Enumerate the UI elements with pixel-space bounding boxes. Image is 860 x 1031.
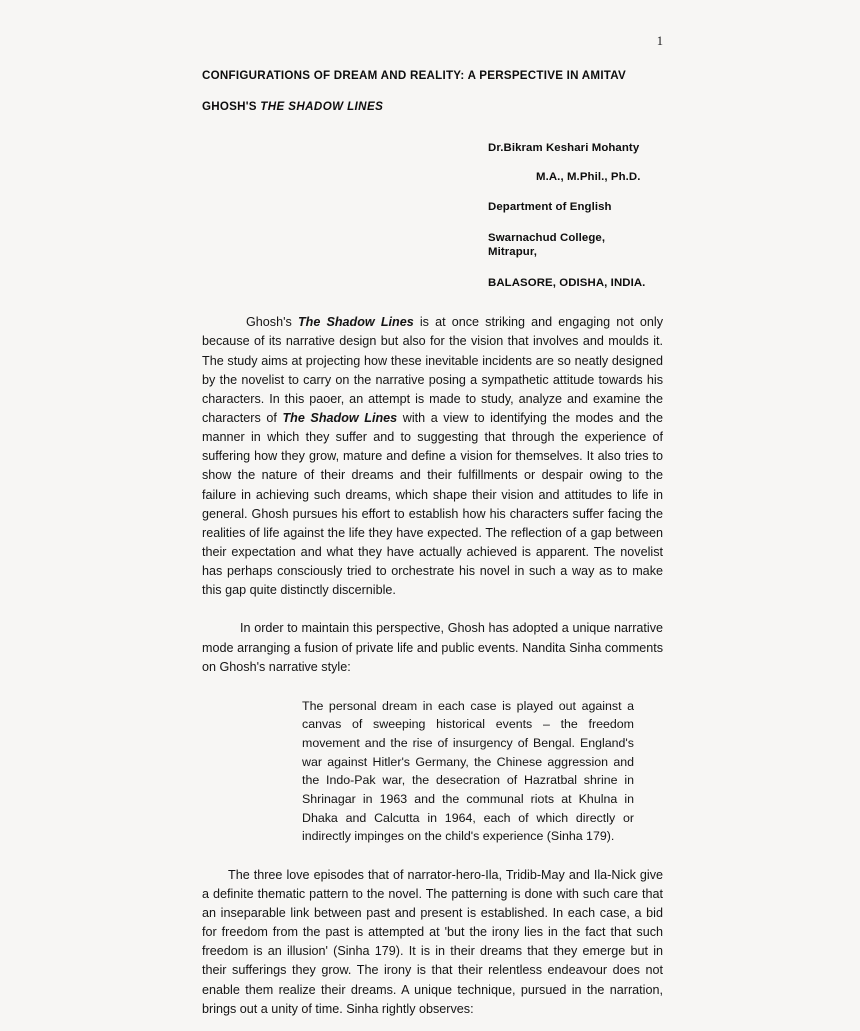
author-location: BALASORE, ODISHA, INDIA. [488,277,646,290]
love-episodes-paragraph [202,866,663,1019]
author-department: Department of English [488,201,612,214]
page-number: 1 [656,34,663,48]
paragraph-1-part-a: Ghosh's [246,315,298,330]
author-degrees: M.A., M.Phil., Ph.D. [536,171,641,184]
author-college: Swarnachud College, [488,232,606,245]
paragraph-1-part-b: is at once striking and engaging not only because of its narrative design but also for the vision that involves and moulds it. The study aims at projecting how these inevitable incidents are so neatly designed by the novelist to carry on the narrative posing a sympathetic attitude towards his characters. In this paoer, an attempt is made to study, analyze and examine the characters of [202,315,663,426]
author-affiliation-block [488,142,663,289]
sinha-block-quote: The personal dream in each case is played out against a canvas of sweeping historical events – the freedom movement and the rise of insurgency of Bengal. England's war against Hitler's Germany, the Chinese aggression and the Indo-Pak war, the desecration of Hazratbal shrine in Shrinagar in 1963 and the communal riots at Khulna in Dhaka and Calcutta in 1964, each of which directly or indirectly impinges on the child's experience (Sinha 179). [302,698,634,844]
abstract-paragraph [202,313,663,600]
author-name: Dr.Bikram Keshari Mohanty [488,142,640,155]
narrative-mode-paragraph [202,619,663,676]
paper-title-line-2-prefix: GHOSH'S [202,100,261,114]
paper-title-work-name: THE SHADOW LINES [260,100,384,114]
author-town: Mitrapur, [488,246,537,259]
paper-title [202,70,663,113]
work-title-shadow-lines-2: The Shadow Lines [282,411,398,426]
work-title-shadow-lines-1: The Shadow Lines [297,315,414,330]
document-content [202,70,663,1031]
paragraph-1-part-c: with a view to identifying the modes and the manner in which they suffer and to suggesting that through the experience of suffering how they grow, mature and define a vision for themselves. It also tries to show the nature of their dreams and their fulfillments or despair owing to the failure in achieving such dreams, which shape their vision and attitudes to life in general. Ghosh pursues his effort to establish how his characters suffer facing the realities of life against the life they have expected. The reflection of a gap between their expectation and what they have actually achieved is apparent. The novelist has perhaps consciously tried to orchestrate his novel in such a way as to make this gap quite distinctly discernible. [202,411,663,598]
paper-title-line-1: CONFIGURATIONS OF DREAM AND REALITY: A PERSPECTIVE IN AMITAV [202,69,626,82]
paragraph-2-text: In order to maintain this perspective, Ghosh has adopted a unique narrative mode arranging a fusion of private life and public events. Nandita Sinha comments on Ghosh's narrative style: [202,621,663,674]
paragraph-3-text: The three love episodes that of narrator-hero-Ila, Tridib-May and Ila-Nick give a definite thematic pattern to the novel. The patterning is done with such care that an inseparable link between past and present is established. In each case, a bid for freedom from the past is attempted at 'but the irony lies in the fact that such freedom is an illusion' (Sinha 179). It is in their dreams that they emerge but in their sufferings they grow. The irony is that their relentless endeavour does not enable them realize their dreams. A unique technique, pursued in the narration, brings out a unity of time. Sinha rightly observes: [202,867,663,1016]
paper-title-line-2 [202,101,663,113]
